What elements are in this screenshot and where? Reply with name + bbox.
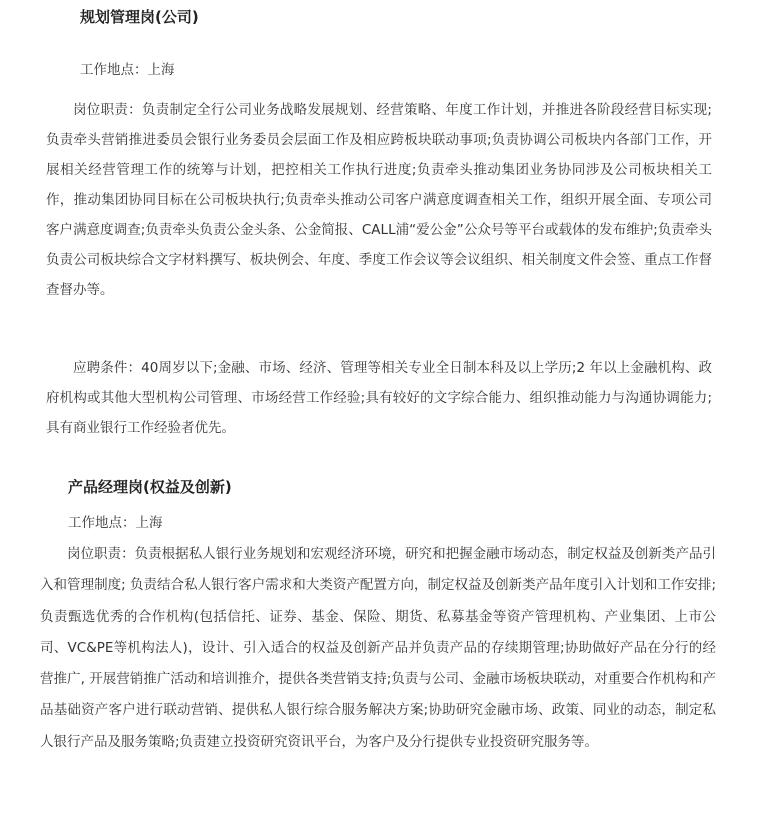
job-title: 产品经理岗(权益及创新) [68, 478, 232, 496]
job-title: 规划管理岗(公司) [80, 8, 199, 26]
job-location: 工作地点：上海 [80, 62, 175, 78]
job-duties: 岗位职责：负责制定全行公司业务战略发展规划、经营策略、年度工作计划，并推进各阶段经营目标实现;负责牵头营销推进委员会银行业务委员会层面工作及相应跨板块联动事项;负责协调公司板块内各部门工作，开展相关经营管理工作的统筹与计划，把控相关工作执行进度;负责牵头推动集团业务协同涉及公司板块相关工作，推动集团协同目标在公司板块执行;负责牵头推动公司客户满意度调查相关工作，组织开展全面、专项公司客户满意度调查;负责牵头负责公金头条、公金简报、CALL浦“爱公金”公众号等平台或载体的发布维护;负责牵头负责公司板块综合文字材料撰写、板块例会、年度、季度工作会议等会议组织、相关制度文件会签、重点工作督查督办等。 [46, 102, 712, 298]
job-duties: 岗位职责：负责根据私人银行业务规划和宏观经济环境，研究和把握金融市场动态，制定权益及创新类产品引入和管理制度; 负责结合私人银行客户需求和大类资产配置方向，制定权益及创新类产品年度引入计划和工作安排; 负责甄选优秀的合作机构(包括信托、证券、基金、保险、期货、私募基金等资产管理机构、产业集团、上市公司、VC&PE等机构法人)，设计、引入适合的权益及创新产品并负责产品的存续期管理;协助做好产品在分行的经营推广, 开展营销推广活动和培训推介，提供各类营销支持;负责与公司、金融市场板块联动，对重要合作机构和产品基础资产客户进行联动营销、提供私人银行综合服务解决方案;协助研究金融市场、政策、同业的动态，制定私人银行产品及服务策略;负责建立投资研究资讯平台，为客户及分行提供专业投资研究服务等。 [40, 546, 716, 750]
job-location: 工作地点：上海 [68, 515, 163, 531]
job-requirements: 应聘条件：40周岁以下;金融、市场、经济、管理等相关专业全日制本科及以上学历;2 年以上金融机构、政府机构或其他大型机构公司管理、市场经营工作经验;具有较好的文字综合能力、组织推动能力与沟通协调能力;具有商业银行工作经验者优先。 [46, 360, 712, 436]
